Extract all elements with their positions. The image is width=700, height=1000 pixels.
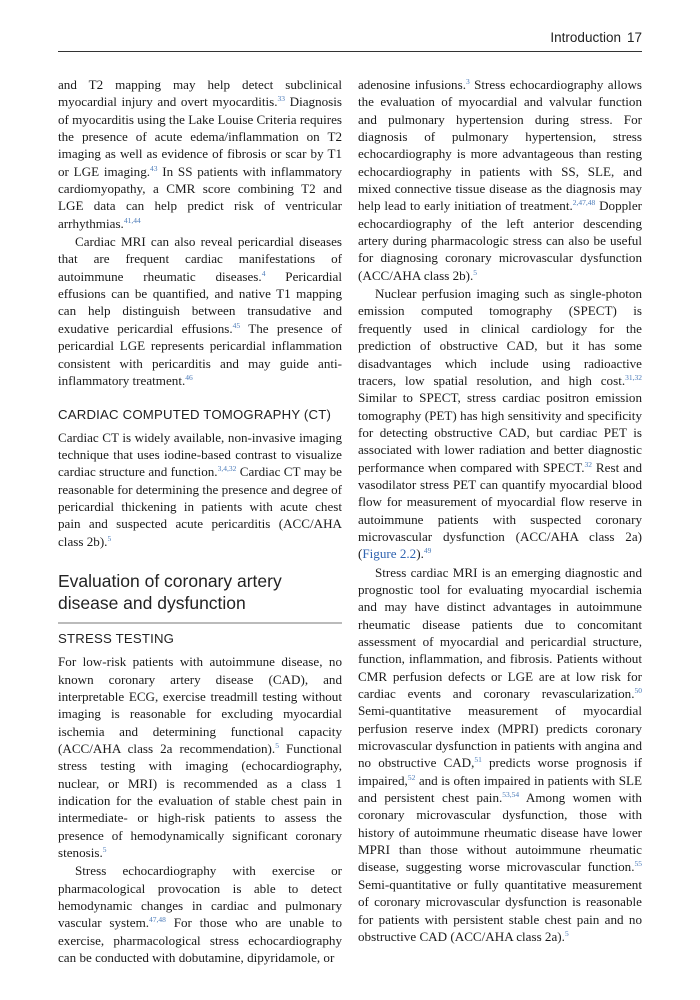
citation-superscript[interactable]: 49 [423, 546, 432, 556]
citation-superscript[interactable]: 2,47,48 [572, 198, 596, 208]
citation-superscript[interactable]: 5 [564, 928, 569, 938]
citation-superscript[interactable]: 41,44 [123, 215, 141, 225]
citation-superscript[interactable]: 43 [150, 163, 158, 173]
text-run: ). [416, 546, 424, 562]
citation-superscript[interactable]: 46 [185, 372, 193, 382]
header-rule [58, 51, 642, 52]
citation-superscript[interactable]: 33 [277, 94, 286, 104]
running-header [550, 30, 642, 45]
citation-superscript[interactable]: 50 [634, 686, 642, 696]
subheading-cardiac-ct: CARDIAC COMPUTED TOMOGRAPHY (CT) [58, 407, 332, 423]
text-run: For low-risk patients with autoimmune disease, no known coronary artery disease (CAD), and interpretable ECG, exercise treadmill testing without imaging is reasonable for excluding myocardial ischemia and determining functional capacity (ACC/AHA class 2a recommendation). [58, 654, 342, 756]
citation-superscript[interactable]: 5 [473, 267, 478, 277]
text-run: Rest and vasodilator stress PET can quantify myocardial blood flow for measurement of myocardial flow reserve in autoimmune patients with suspected coronary microvascular dysfunction (ACC/AHA class 2a) ( [358, 459, 642, 562]
page-number: 17 [626, 30, 642, 45]
text-run: predicts worse prognosis if impaired, [358, 755, 642, 788]
running-header-section: Introduction [550, 30, 621, 45]
text-run: Cardiac CT may be reasonable for determining the presence and degree of pericardial thickening in patients with acute chest pain and suspected acute pericarditis (ACC/AHA class 2b). [58, 464, 342, 549]
citation-superscript[interactable]: 5 [102, 845, 107, 855]
citation-superscript[interactable]: 31,32 [625, 372, 642, 382]
figure-link[interactable]: Figure 2.2 [362, 546, 417, 562]
text-run: Functional stress testing with imaging (echocardiography, nuclear, or MRI) is recommended as a class 1 indication for the evaluation of stable chest pain in intermediate- or high-risk patients to assess the presence of hemodynamically significant coronary stenosis. [58, 741, 343, 861]
citation-superscript[interactable]: 51 [474, 755, 482, 765]
citation-superscript[interactable]: 4 [261, 268, 266, 278]
paragraph [358, 76, 642, 284]
text-run: Nuclear perfusion imaging such as single-photon emission computed tomography (SPECT) is frequently used in clinical cardiology for the prediction of obstructive CAD, but it has some disadvantages which include using radioactive tracers, low spatial resolution, and high cost. [358, 286, 642, 388]
paragraph [58, 653, 342, 861]
text-run: The presence of pericardial LGE represents pericardial inflammation consistent with pericarditis and may guide anti-inflammatory treatment. [58, 320, 342, 388]
text-run: Pericardial effusions can be quantified, and native T1 mapping can help distinguish between transudative and exudative pericardial effusions. [58, 268, 342, 336]
text-run: Diagnosis of myocarditis using the Lake Louise Criteria requires the presence of acute edema/inflammation on T2 imaging as well as evidence of fibrosis or scar by T1 or LGE imaging. [58, 94, 342, 179]
citation-superscript[interactable]: 5 [107, 533, 112, 543]
text-run: and is often impaired in patients with SLE and persistent chest pain. [358, 772, 642, 806]
text-run: adenosine infusions. [358, 77, 466, 92]
text-run: Among women with coronary microvascular dysfunction, those with history of autoimmune rheumatic disease have lower MPRI than those without autoimmune rheumatic disease, suggesting worse microvascular function. [358, 790, 642, 875]
citation-superscript[interactable]: 45 [232, 320, 241, 330]
text-run: Similar to SPECT, stress cardiac positron emission tomography (PET) has high sensitivity and specificity for detecting obstructive CAD, but cardiac PET is associated with lower radiation and better diagnostic performance when compared with SPECT. [358, 390, 642, 475]
citation-superscript[interactable]: 53,54 [502, 790, 520, 800]
text-run: For those who are unable to exercise, pharmacological stress echocardiography can be conducted with dobutamine, dipyridamole, or [58, 915, 342, 966]
text-run: In SS patients with inflammatory cardiomyopathy, a CMR score combining T2 and LGE data can help predict risk of ventricular arrhythmias. [58, 163, 342, 231]
text-run: Cardiac CT is widely available, non-invasive imaging technique that uses iodine-based contrast to visualize cardiac structure and function. [58, 429, 342, 480]
text-run: Semi-quantitative or fully quantitative measurement of coronary microvascular dysfunction is reasonable for patients with persistent stable chest pain and no obstructive CAD (ACC/AHA class 2a). [358, 876, 642, 944]
paragraph [58, 233, 342, 389]
right-column [358, 76, 642, 945]
text-run: Stress echocardiography with exercise or pharmacological provocation is able to detect hemodynamic changes in cardiac and pulmonary vascular system. [58, 863, 342, 931]
text-run: Cardiac MRI can also reveal pericardial diseases that are frequent cardiac manifestations of autoimmune rheumatic diseases. [58, 234, 342, 284]
citation-superscript[interactable]: 52 [407, 772, 416, 782]
paragraph [358, 564, 642, 946]
citation-superscript[interactable]: 5 [275, 741, 279, 750]
paragraph [58, 76, 342, 232]
text-run: Doppler echocardiography of the left anterior descending artery during pharmacologic stress can also be useful for diagnosing coronary microvascular dysfunction (ACC/AHA class 2b). [358, 198, 642, 283]
paragraph [58, 862, 342, 966]
section-title: Evaluation of coronary artery disease and dysfunction [58, 570, 282, 613]
subheading-stress-testing: STRESS TESTING [58, 630, 175, 646]
paragraph [358, 285, 642, 563]
citation-superscript[interactable]: 55 [634, 859, 642, 869]
citation-superscript[interactable]: 32 [584, 459, 593, 469]
text-run: Stress echocardiography allows the evaluation of myocardial and valvular function and pulmonary hypertension during stress. For diagnosis of pulmonary hypertension, stress echocardiography is more advantageous than resting echocardiography in patients with SS, SLE, and mixed connective tissue disease as the diagnosis may help lead to early initiation of treatment. [358, 77, 642, 214]
paragraph [58, 429, 342, 550]
citation-superscript[interactable]: 3,4,32 [217, 464, 237, 474]
text-run: Stress cardiac MRI is an emerging diagnostic and prognostic tool for evaluating myocardial ischemia and may have distinct advantages in autoimmune rheumatic disease patients due to concomitant assessment of myocardial and pericardial structure, function, inflammation, and fibrosis. Patients without CMR perfusion defects or LGE are at low risk for cardiac events and coronary revascularization. [358, 564, 642, 702]
text-run: and T2 mapping may help detect subclinical myocardial injury and overt myocarditis. [58, 77, 342, 110]
citation-superscript[interactable]: 3 [465, 77, 470, 86]
text-run: Semi-quantitative measurement of myocardial perfusion reserve index (MPRI) predicts coronary microvascular dysfunction in patients with angina and no obstructive CAD, [358, 703, 642, 771]
citation-superscript[interactable]: 47,48 [149, 915, 166, 925]
section-rule [58, 622, 342, 624]
left-column [58, 76, 342, 966]
